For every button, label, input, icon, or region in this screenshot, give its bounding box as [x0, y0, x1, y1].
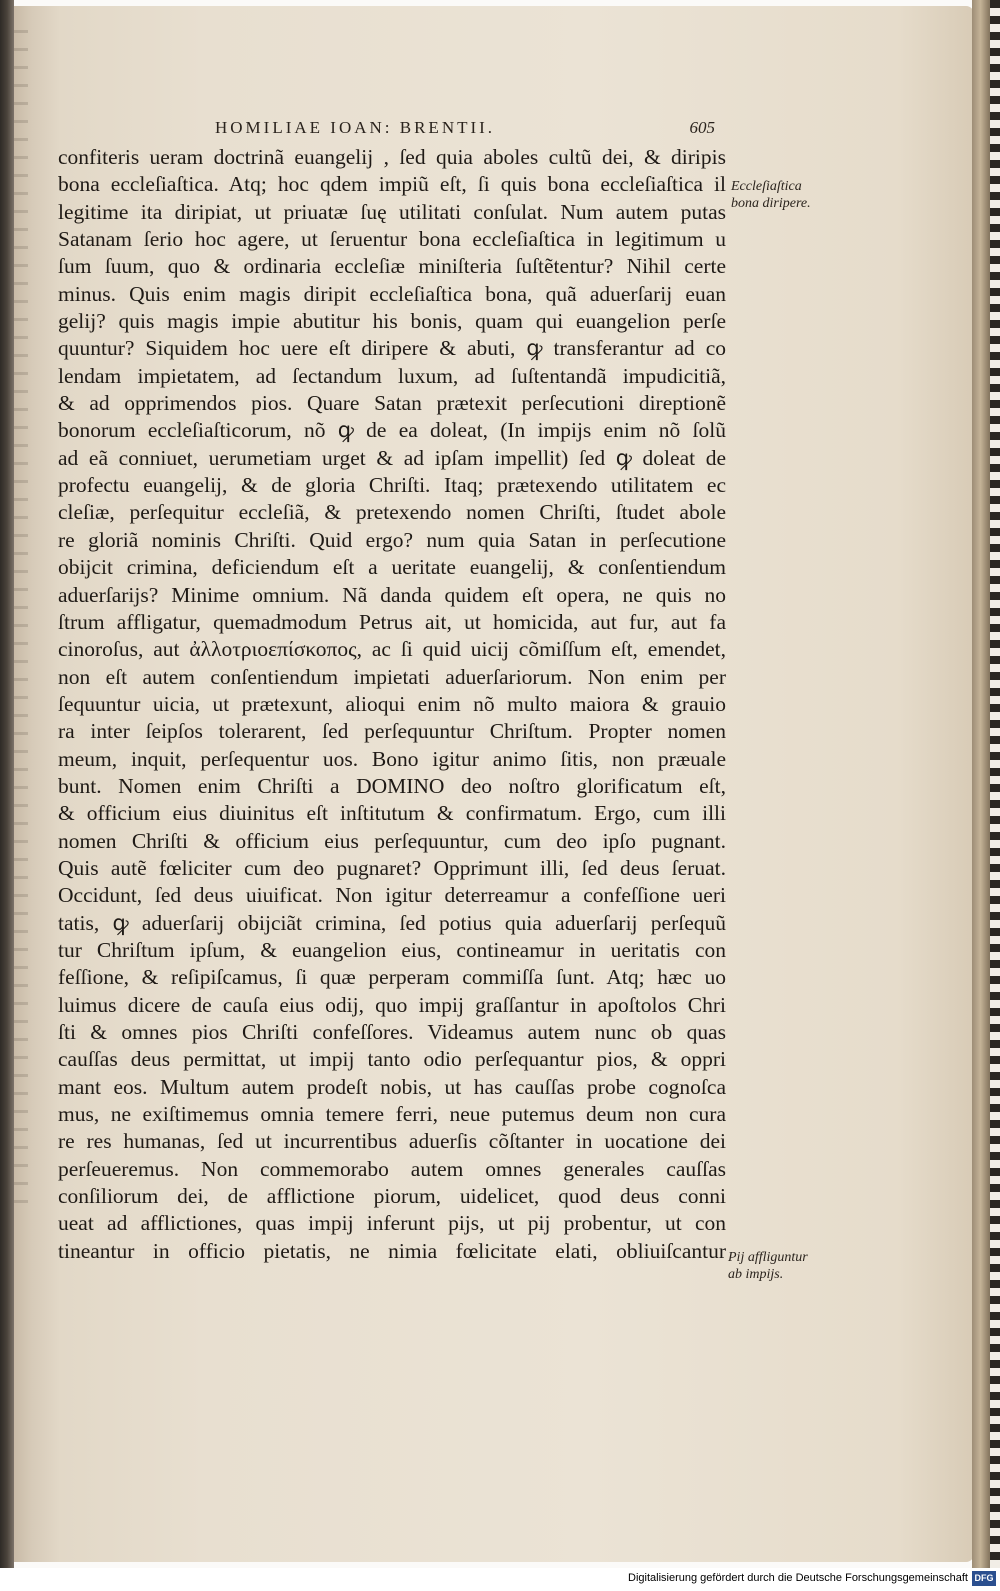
text-line: nomen Chriſti & officium eius perſequuntur, cum deo ipſo pugnant.	[58, 828, 726, 853]
running-title: HOMILIAE IOAN: BRENTII.	[215, 118, 496, 137]
text-line: & ad opprimendos pios. Quare Satan prætexit perſecutioni direptionẽ	[58, 391, 726, 416]
text-line: feſſione, & reſipiſcamus, ſi quæ perperam commiſſa ſunt. Atq; hæc uo	[58, 965, 726, 990]
text-line: confiteris ueram doctrinã euangelij , ſed quia aboles cultũ dei, & diripis	[58, 145, 726, 169]
text-line: non eſt autem conſentiendum impietati aduerſariorum. Non enim per	[58, 664, 726, 689]
scale-ruler	[990, 0, 1000, 1568]
dfg-logo: DFG	[972, 1571, 996, 1586]
text-line: ſtrum affligatur, quemadmodum Petrus ait, ut homicida, aut fur, aut fa	[58, 609, 726, 634]
text-line: bunt. Nomen enim Chriſti a DOMINO deo noſtro glorificatum eſt,	[58, 773, 726, 798]
text-line: conſiliorum dei, de afflictione piorum, uidelicet, quod deus conni	[58, 1184, 726, 1209]
text-line: tineantur in officio pietatis, ne nimia fœlicitate elati, obliuiſcantur	[58, 1238, 726, 1263]
text-line: quuntur? Siquidem hoc uere eſt diripere & abuti, ꝙ transferantur ad co	[58, 336, 726, 361]
text-line: ſum ſuum, quo & ordinaria eccleſiæ miniſteria ſuſtẽtentur? Nihil certe	[58, 254, 726, 279]
text-line: re res humanas, ſed ut incurrentibus aduerſis cõſtanter in uocatione dei	[58, 1129, 726, 1154]
text-line: cleſiæ, perſequitur eccleſiã, & pretexendo nomen Chriſti, ſtudet abole	[58, 500, 726, 525]
text-line: obijcit crimina, deficiendum eſt a ueritate euangelij, & conſentiendum	[58, 555, 726, 580]
text-line: Satanam ſerio hoc agere, ut ſeruentur bona eccleſiaſtica in legitimum u	[58, 227, 726, 252]
text-line: profectu euangelij, & de gloria Chriſti. Itaq; prætexendo utilitatem ec	[58, 473, 726, 498]
text-line: ad eã conniuet, uerumetiam urget & ad ipſam impellit) ſed ꝙ doleat de	[58, 445, 726, 470]
text-line: minus. Quis enim magis diripit eccleſiaſtica bona, quã aduerſarij euan	[58, 281, 726, 306]
text-line: bonorum eccleſiaſticorum, nõ ꝙ de ea doleat, (In impijs enim nõ ſolũ	[58, 418, 726, 443]
text-line: Occidunt, ſed deus uiuificat. Non igitur deterreamur a confeſſione ueri	[58, 883, 726, 908]
text-line: ſequuntur uicia, ut prætexunt, alioqui enim nõ multo maiora & grauio	[58, 691, 726, 716]
text-line: mus, ne exiſtimemus omnia temere ferri, neue putemus deum non cura	[58, 1102, 726, 1127]
text-line: perſeueremus. Non commemorabo autem omnes generales cauſſas	[58, 1156, 726, 1181]
body-text	[58, 144, 726, 1265]
text-line: cauſſas deus permittat, ut impij tanto odio perſequantur pios, & oppri	[58, 1047, 726, 1072]
text-line: Quis autẽ fœliciter cum deo pugnaret? Opprimunt illi, ſed deus ſeruat.	[58, 855, 726, 880]
footer-bar	[0, 1568, 1000, 1591]
funding-credit: Digitalisierung gefördert durch die Deutsche Forschungsgemeinschaft	[628, 1572, 968, 1584]
binding-edge	[0, 0, 14, 1568]
folio-number: 605	[689, 118, 715, 137]
text-line: gelij? quis magis impie abutitur his bonis, quam qui euangelion perſe	[58, 309, 726, 334]
text-line: tatis, ꝙ aduerſarij obijciãt crimina, ſed potius quia aduerſarij perſequũ	[58, 910, 726, 935]
text-line: lendam impietatem, ad ſectandum luxum, ad ſuſtentandã impudicitiã,	[58, 363, 726, 388]
text-line: cinoroſus, aut ἀλλοτριοεπίσκοπος, ac ſi quid uicij cõmiſſum eſt, emendet,	[58, 637, 726, 662]
facing-page-edge	[14, 30, 28, 1210]
marginal-note: Pij affliguntur ab impijs.	[728, 1250, 808, 1282]
marginal-note: Eccleſiaſtica bona diripere.	[731, 179, 811, 211]
running-header	[215, 118, 715, 138]
text-line: re gloriã nominis Chriſti. Quid ergo? num quia Satan in perſecutione	[58, 527, 726, 552]
text-line: aduerſarijs? Minime omnium. Nã danda quidem eſt opera, ne quis no	[58, 582, 726, 607]
text-line: ra inter ſeipſos tolerarent, ſed perſequuntur Chriſtum. Propter nomen	[58, 719, 726, 744]
text-line: ſti & omnes pios Chriſti confeſſores. Videamus autem nunc ob quas	[58, 1020, 726, 1044]
text-line: meum, inquit, perſequentur uos. Bono igitur animo ſitis, non præuale	[58, 746, 726, 771]
text-line: legitime ita diripiat, ut priuatæ ſuę utilitati conſulat. Num autem putas	[58, 199, 726, 224]
text-line: ueat ad afflictiones, quas impij inferunt pijs, ut pij probentur, ut con	[58, 1211, 726, 1236]
text-line: luimus dicere de cauſa eius odij, quo impij graſſantur in apoſtolos Chri	[58, 992, 726, 1017]
text-line: & officium eius diuinitus eſt inſtitutum & confirmatum. Ergo, cum illi	[58, 801, 726, 826]
text-line: mant eos. Multum autem prodeſt nobis, ut has cauſſas probe cognoſca	[58, 1074, 726, 1099]
text-line: bona eccleſiaſtica. Atq; hoc qdem impiũ eſt, ſi quis bona eccleſiaſtica il	[58, 172, 726, 197]
text-line: tur Chriſtum ipſum, & euangelion eius, contineamur in ueritatis con	[58, 937, 726, 962]
